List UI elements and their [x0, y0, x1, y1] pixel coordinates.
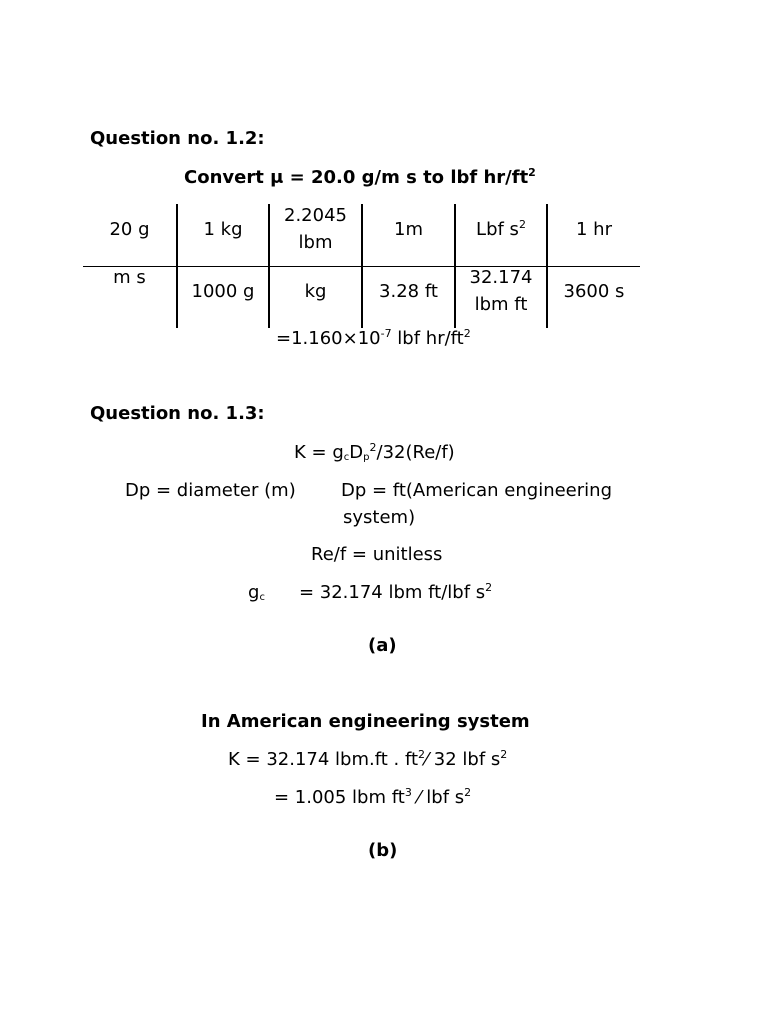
conversion-result	[276, 328, 471, 349]
numerator-cell: 20 g	[109, 219, 150, 240]
result-exponent: -7	[380, 327, 392, 340]
denominator-cell: 3.28 ft	[379, 281, 438, 302]
q12-heading: Question no. 1.2:	[90, 128, 265, 149]
convert-text: Convert μ = 20.0 g/m s to lbf hr/ft	[184, 167, 529, 188]
dp-definition-american: Dp = ft(American engineering	[341, 480, 612, 501]
denominator-cell: kg	[304, 281, 327, 302]
gc-exponent: 2	[485, 581, 493, 594]
result-value: =1.160×10	[276, 328, 381, 349]
formula-part: K = g	[294, 442, 344, 463]
denominator-cell: 3600 s	[563, 281, 625, 302]
formula-part: D	[349, 442, 364, 463]
ref-definition: Re/f = unitless	[311, 544, 443, 565]
denominator-cell: 32.174	[469, 267, 533, 288]
numerator-cell	[456, 216, 546, 243]
numerator-cell: lbm	[298, 232, 333, 253]
formula-sub: p	[363, 452, 370, 463]
k-result-part: = 1.005 lbm ft	[274, 787, 405, 808]
dp-definition-si: Dp = diameter (m)	[125, 480, 296, 501]
k-formula	[294, 442, 455, 463]
result-unit: lbf hr/ft	[391, 328, 464, 349]
k-result-sup: 2	[464, 786, 472, 799]
gc-value: = 32.174 lbm ft/lbf s	[298, 582, 486, 603]
result-unit-exponent: 2	[463, 327, 471, 340]
gc-sub: c	[259, 592, 265, 603]
denominator-cell: m s	[113, 267, 146, 288]
american-heading: In American engineering system	[201, 711, 530, 732]
k-result-part: ⁄ lbf s	[411, 787, 465, 808]
denominator-cell: 1000 g	[191, 281, 255, 302]
formula-part: /32(Re/f)	[376, 442, 455, 463]
formula-sub: c	[343, 452, 350, 463]
k-american-part: ⁄ 32 lbf s	[425, 749, 501, 770]
gc-label: g	[248, 582, 260, 603]
k-american-sup: 2	[418, 748, 426, 761]
lbf-s-text: Lbf s	[476, 219, 519, 240]
k-american-part: K = 32.174 lbm.ft . ft	[228, 749, 419, 770]
k-american-result	[274, 787, 471, 808]
q13-heading: Question no. 1.3:	[90, 403, 265, 424]
numerator-cell: 1 hr	[576, 219, 612, 240]
numerator-cell: 1m	[394, 219, 423, 240]
k-american	[228, 749, 507, 770]
gc-definition	[248, 582, 492, 603]
denominator-cell: lbm ft	[474, 294, 528, 315]
formula-sup: 2	[369, 441, 377, 454]
k-american-sup: 2	[500, 748, 508, 761]
k-result-sup: 3	[404, 786, 412, 799]
part-b-label: (b)	[368, 840, 398, 861]
convert-exponent: 2	[528, 166, 536, 179]
lbf-s-exponent: 2	[518, 218, 526, 231]
convert-statement	[184, 167, 536, 188]
dp-definition-american-cont: system)	[343, 507, 416, 528]
numerator-cell: 1 kg	[203, 219, 243, 240]
numerator-cell: 2.2045	[284, 205, 347, 226]
part-a-label: (a)	[368, 635, 397, 656]
